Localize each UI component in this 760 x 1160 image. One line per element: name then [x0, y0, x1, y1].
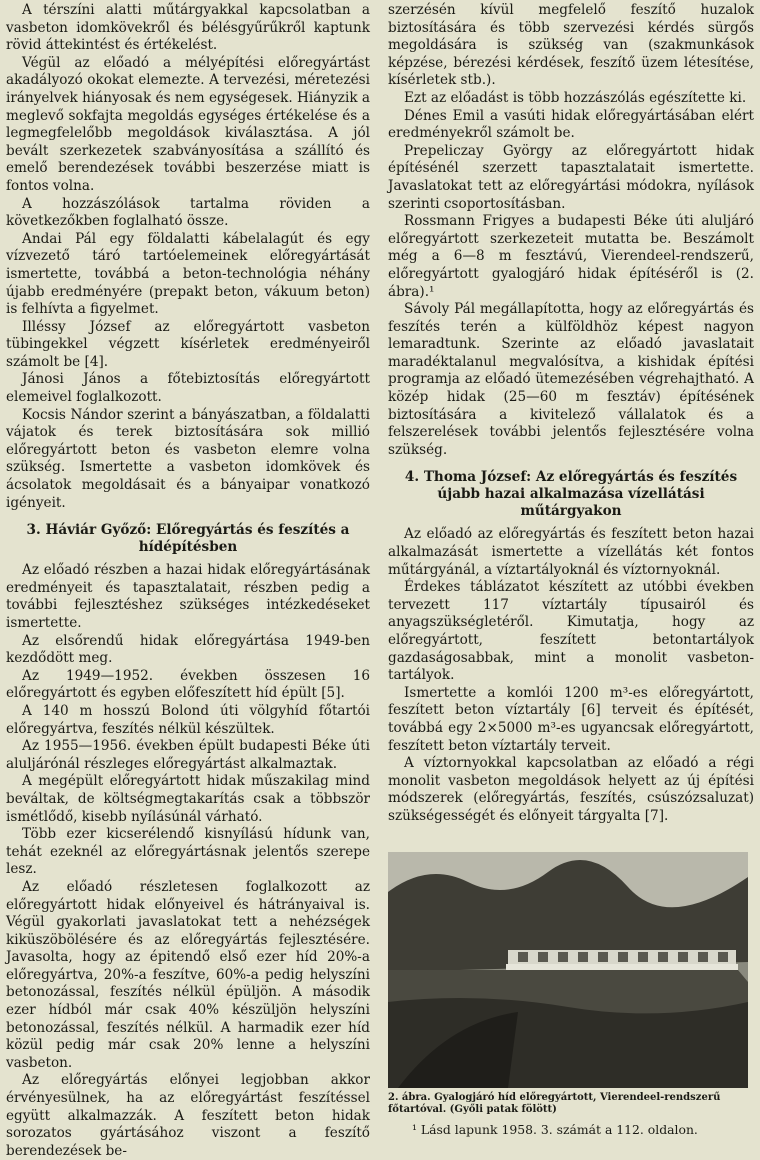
paragraph: A megépült előregyártott hidak műszakilag mind beváltak, de költségmegtakarítás csak a többször ismétlődő, kisebb nyílásúnál várható.: [6, 773, 370, 825]
footnote: ¹ Lásd lapunk 1958. 3. számát a 112. oldalon.: [412, 1122, 698, 1138]
paragraph: Dénes Emil a vasúti hidak előregyártásában elért eredményekről számolt be.: [388, 107, 754, 142]
paragraph: A hozzászólások tartalma röviden a következőkben foglalható össze.: [6, 195, 370, 230]
paragraph: Kocsis Nándor szerint a bányászatban, a földalatti vájatok és terek biztosítására sok millió előregyártott beton és vasbeton elemre volna szükség. Ismertette a vasbeton idomkövek és ácsolatok megoldásait és a bányaipar vonatkozó igényeit.: [6, 406, 370, 511]
paragraph: Illéssy József az előregyártott vasbeton tübingekkel végzett kísérletek eredményeiről számolt be [4].: [6, 318, 370, 370]
section-heading-4: 4. Thoma József: Az előregyártás és feszítés újabb hazai alkalmazása vízellátási műtárgyakon: [404, 469, 738, 520]
bridge-photo: [388, 852, 748, 1088]
paragraph: Rossmann Frigyes a budapesti Béke úti aluljáró előregyártott szerkezeteit mutatta be. Beszámolt még a 6—8 m fesztávú, Vierendeel-rendszerű, előregyártott gyalogjáró hidak építéséről is (2. ábra).¹: [388, 213, 754, 300]
paragraph: Az 1955—1956. években épült budapesti Béke úti aluljárónál részleges előregyártást alkalmaztak.: [6, 738, 370, 772]
right-column: [388, 2, 754, 1138]
paragraph: Ismertette a komlói 1200 m³-es előregyártott, feszített beton víztartály [6] terveit és építését, továbbá egy 2×5000 m³-es ugyancsak előregyártott, feszített beton víztartály terveit.: [388, 684, 754, 754]
paragraph: Az 1949—1952. években összesen 16 előregyártott és egyben előfeszített híd épült [5].: [6, 667, 370, 702]
paragraph: Az elsőrendű hidak előregyártása 1949-ben kezdődött meg.: [6, 632, 370, 667]
bridge-photo-drawing: [388, 852, 748, 1088]
paragraph: Az előadó részben a hazai hidak előregyártásának eredményeit és tapasztalatait, részben pedig a további fejlesztéshez szükséges intézkedéseket ismertette.: [6, 562, 370, 631]
left-column: [6, 2, 370, 1160]
section-heading-3: 3. Háviár Győző: Előregyártás és feszítés a hídépítésben: [26, 522, 350, 556]
paragraph: Az előadó részletesen foglalkozott az előregyártott hidak előnyeivel és hátrányaival is. Végül gyakorlati javaslatokat tett a nehézségek kiküszöbölésére és az előregyártás fejlesztésére. Javasolta, hogy az épitendő első ezer híd 20%-a előregyártva, 20%-a feszítve, 60%-a pedig helyszíni betonozással, feszítés nélkül épüljön. A második ezer hídból már csak 40% készüljön helyszíni betonozással, feszítés nélkül. A harmadik ezer híd közül pedig már csak 20% lenne a helyszíni vasbeton.: [6, 878, 370, 1071]
paragraph: Jánosi János a főtebiztosítás előregyártott elemeivel foglalkozott.: [6, 371, 370, 406]
paragraph: A térszíni alatti műtárgyakkal kapcsolatban a vasbeton idomkövekről és bélésgyűrűkről kaptunk rövid áttekintést és értékelést.: [6, 2, 370, 54]
paragraph: Több ezer kicserélendő kisnyílású hídunk van, tehát ezeknél az előregyártásnak jelentős szerepe lesz.: [6, 826, 370, 878]
paragraph: szerzésén kívül megfelelő feszítő huzalok biztosítására és több szervezési kérdés sürgős megoldására is szükség van (szakmunkások képzése, bérezési kérdések, feszítő üzem létesítése, kísérletek stb.).: [388, 2, 754, 89]
figure-caption: 2. ábra. Gyalogjáró híd előregyártott, Vierendeel-rendszerű főtartóval. (Győli patak fölött): [388, 1091, 721, 1115]
paragraph: Prepeliczay György az előregyártott hidak építésénél szerzett tapasztalatait ismertette. Javaslatokat tett az előregyártási módokra, nyílások szerinti csoportosításban.: [388, 142, 754, 212]
paragraph: A 140 m hosszú Bolond úti völgyhíd főtartói előregyártva, feszítés nélkül készültek.: [6, 702, 370, 737]
paragraph: Érdekes táblázatot készített az utóbbi években tervezett 117 víztartály típusairól és anyagszükségletéről. Kimutatja, hogy az előregyártott, feszített betontartályok gazdaságosabbak, mint a monolit vasbeton-tartályok.: [388, 579, 754, 684]
paragraph: Az előadó az előregyártás és feszített beton hazai alkalmazását ismertette a vízellátás két fontos műtárgyánál, a víztartályoknál és víztornyoknál.: [388, 526, 754, 578]
paragraph: Andai Pál egy földalatti kábelalagút és egy vízvezető táró tartóelemeinek előregyártását ismertette, továbbá a beton-technológia néhány újabb eredményére (prepakt beton, vákuum beton) is felhívta a figyelmet.: [6, 230, 370, 318]
paragraph: Sávoly Pál megállapította, hogy az előregyártás és feszítés terén a külföldhöz képest nagyon lemaradtunk. Szerinte az előadó javaslatait maradéktalanul megvalósítva, a kishidak építési programja az előadó ütemezésében végrehajtható. A közép hidak (25—60 m fesztáv) építésének biztosítására a kivitelező vállalatok és a felszerelések további jelentős fejlesztésére volna szükség.: [388, 301, 754, 458]
paragraph: Az előregyártás előnyei legjobban akkor érvényesülnek, ha az előregyártást feszítéssel együtt alkalmazzák. A feszített beton hidak sorozatos gyártásához viszont a feszítő berendezések be-: [6, 1072, 370, 1159]
paragraph: A víztornyokkal kapcsolatban az előadó a régi monolit vasbeton megoldások helyett az új építési módszerek (előregyártás, feszítés, csúszózsaluzat) szükségességét és előnyeit tárgyalta [7].: [388, 755, 754, 824]
paragraph: Ezt az előadást is több hozzászólás egészítette ki.: [404, 89, 747, 106]
paragraph: Végül az előadó a mélyépítési előregyártást akadályozó okokat elemezte. A tervezési, méretezési irányelvek hiányosak és nem egységesek. Hiányzik a meglevő sokfajta megoldás egységes értékelése és a legmegfelelőbb megoldások kiválasztása. A jól bevált szerkezetek szabványosítása a szállító és emelő berendezések további beszerzése miatt is fontos volna.: [6, 54, 370, 194]
